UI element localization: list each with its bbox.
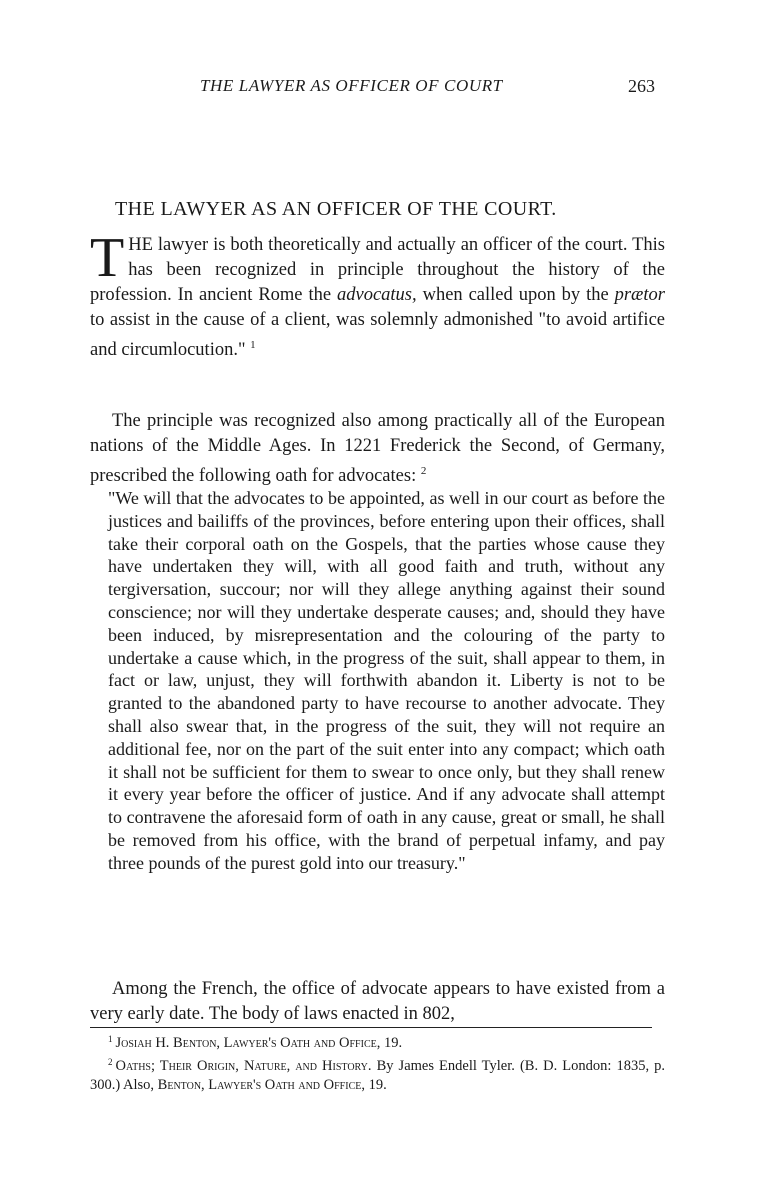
- term-praetor: prætor: [614, 285, 665, 305]
- quotation-text: "We will that the advocates to be appointed, as well in our court as before the justices and bailiffs of the provinces, before entering upon their offices, shall take their corporal oath on the Gospels, that the parties whose cause they have undertaken they will, with all good faith and truth, without any tergiversation, succour; nor will they allege anything against their sound conscience; nor will they undertake desperate causes; and, should they have been induced, by misrepresentation and the colouring of the party to undertake a cause which, in the progress of the suit, shall appear to them, in fact or law, unjust, they will forthwith abandon it. Liberty is not to be granted to the abandoned party to have recourse to another advocate. They shall also swear that, in the progress of the suit, they will not require an additional fee, nor on the part of the suit enter into any compact; which oath it shall not be sufficient for them to swear to once only, but they shall renew it every year before the officer of justice. And if any advocate shall attempt to contravene the aforesaid form of oath in any cause, great or small, he shall be removed from his office, with the brand of perpetual infamy, and pay three pounds of the purest gold into our treasury.": [108, 488, 665, 873]
- footnote-ref-2: 2: [420, 465, 427, 477]
- footnote-2-ref: Benton, Lawyer's Oath and Office,: [157, 1077, 365, 1093]
- paragraph-2: [90, 409, 665, 489]
- footnotes: [90, 1030, 665, 1095]
- footnote-2-text: By James Endell Tyler. (B. D. London: 1835, p. 300.) Also,: [90, 1058, 666, 1093]
- footnote-2: [90, 1053, 665, 1095]
- oath-quotation: [108, 487, 665, 875]
- footnote-marker-1: 1: [108, 1034, 113, 1044]
- paragraph-3: [90, 977, 665, 1027]
- p2-text-block: [90, 409, 665, 489]
- p1-text-a: HE lawyer is both theoretically and actually an officer of the court. This has been recognized in principle throughout the history of the profession. In ancient Rome the: [90, 235, 665, 305]
- footnote-1-text: Josiah H. Benton, Lawyer's Oath and Office, 19.: [115, 1035, 403, 1051]
- p2-text: The principle was recognized also among practically all of the European nations of the Middle Ages. In 1221 Frederick the Second, of Germany, prescribed the following oath for advocates:: [90, 411, 665, 486]
- footnote-2-page: 19.: [364, 1077, 387, 1093]
- running-header: [0, 76, 760, 106]
- footnote-1: [90, 1030, 665, 1053]
- paragraph-1: [90, 227, 665, 363]
- p3-text: Among the French, the office of advocate appears to have existed from a very early date. The body of laws enacted in 802,: [90, 979, 665, 1024]
- p1-text-b: when called upon by the: [416, 285, 615, 305]
- running-title: THE LAWYER AS OFFICER OF COURT: [200, 76, 503, 95]
- footnote-divider: [90, 1027, 652, 1028]
- footnote-2-title: Oaths; Their Origin, Nature, and History.: [115, 1058, 372, 1074]
- footnote-ref-1: 1: [250, 339, 256, 351]
- drop-cap: T: [90, 227, 125, 289]
- opening-paragraph: [90, 227, 665, 363]
- page-number: 263: [628, 76, 655, 96]
- footnote-marker-2: 2: [108, 1057, 113, 1067]
- article-title: THE LAWYER AS AN OFFICER OF THE COURT.: [115, 198, 557, 220]
- term-advocatus: advocatus,: [337, 285, 417, 305]
- p1-text-c: to assist in the cause of a client, was solemnly admonished "to avoid artifice and circumlocution.": [90, 310, 665, 360]
